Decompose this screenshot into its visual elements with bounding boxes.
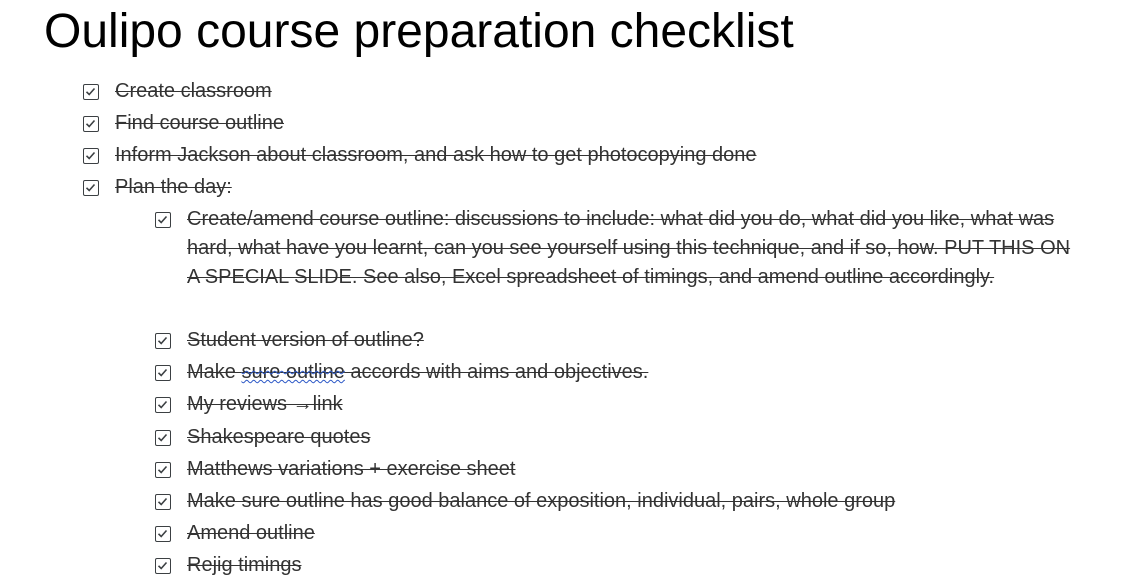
- checklist-item-text[interactable]: Find course outline: [115, 112, 284, 134]
- checked-checkbox-icon[interactable]: [155, 397, 171, 413]
- subchecklist-item-text[interactable]: Student version of outline?: [187, 329, 424, 351]
- subchecklist-item-text[interactable]: My reviews →link: [187, 393, 343, 415]
- checked-checkbox-icon[interactable]: [155, 526, 171, 542]
- checked-checkbox-icon[interactable]: [155, 430, 171, 446]
- document-title: Oulipo course preparation checklist: [44, 5, 794, 58]
- checklist-item-text[interactable]: Create classroom: [115, 80, 272, 102]
- text-run: Make: [187, 361, 242, 383]
- checked-checkbox-icon[interactable]: [155, 333, 171, 349]
- checked-checkbox-icon[interactable]: [155, 365, 171, 381]
- checked-checkbox-icon[interactable]: [83, 180, 99, 196]
- checked-checkbox-icon[interactable]: [155, 212, 171, 228]
- spellcheck-flagged-text[interactable]: sure outline: [241, 361, 345, 383]
- subchecklist-item-text[interactable]: Amend outline: [187, 522, 315, 544]
- checked-checkbox-icon[interactable]: [83, 116, 99, 132]
- checked-checkbox-icon[interactable]: [83, 84, 99, 100]
- subchecklist-item-text[interactable]: Create/amend course outline: discussions to include: what did you do, what did you like, what was hard, what have you learnt, can you see yourself using this technique, and if so, how. PUT THIS ON A SPECIAL SLIDE. See also, Excel spreadsheet of timings, and amend outline accordingly.: [187, 208, 1071, 288]
- checked-checkbox-icon[interactable]: [155, 494, 171, 510]
- subchecklist-item-text[interactable]: [187, 358, 648, 387]
- checklist-item-text[interactable]: Inform Jackson about classroom, and ask how to get photocopying done: [115, 144, 757, 166]
- subchecklist-item-text[interactable]: Shakespeare quotes: [187, 426, 371, 448]
- subchecklist-item-text[interactable]: Matthews variations + exercise sheet: [187, 458, 516, 480]
- subchecklist-item-text[interactable]: Rejig timings: [187, 554, 302, 576]
- checked-checkbox-icon[interactable]: [155, 558, 171, 574]
- checked-checkbox-icon[interactable]: [83, 148, 99, 164]
- subchecklist-item-text[interactable]: Make sure outline has good balance of exposition, individual, pairs, whole group: [187, 490, 896, 512]
- checklist-item-text[interactable]: Plan the day:: [115, 176, 232, 198]
- checked-checkbox-icon[interactable]: [155, 462, 171, 478]
- text-run: accords with aims and objectives.: [344, 361, 649, 383]
